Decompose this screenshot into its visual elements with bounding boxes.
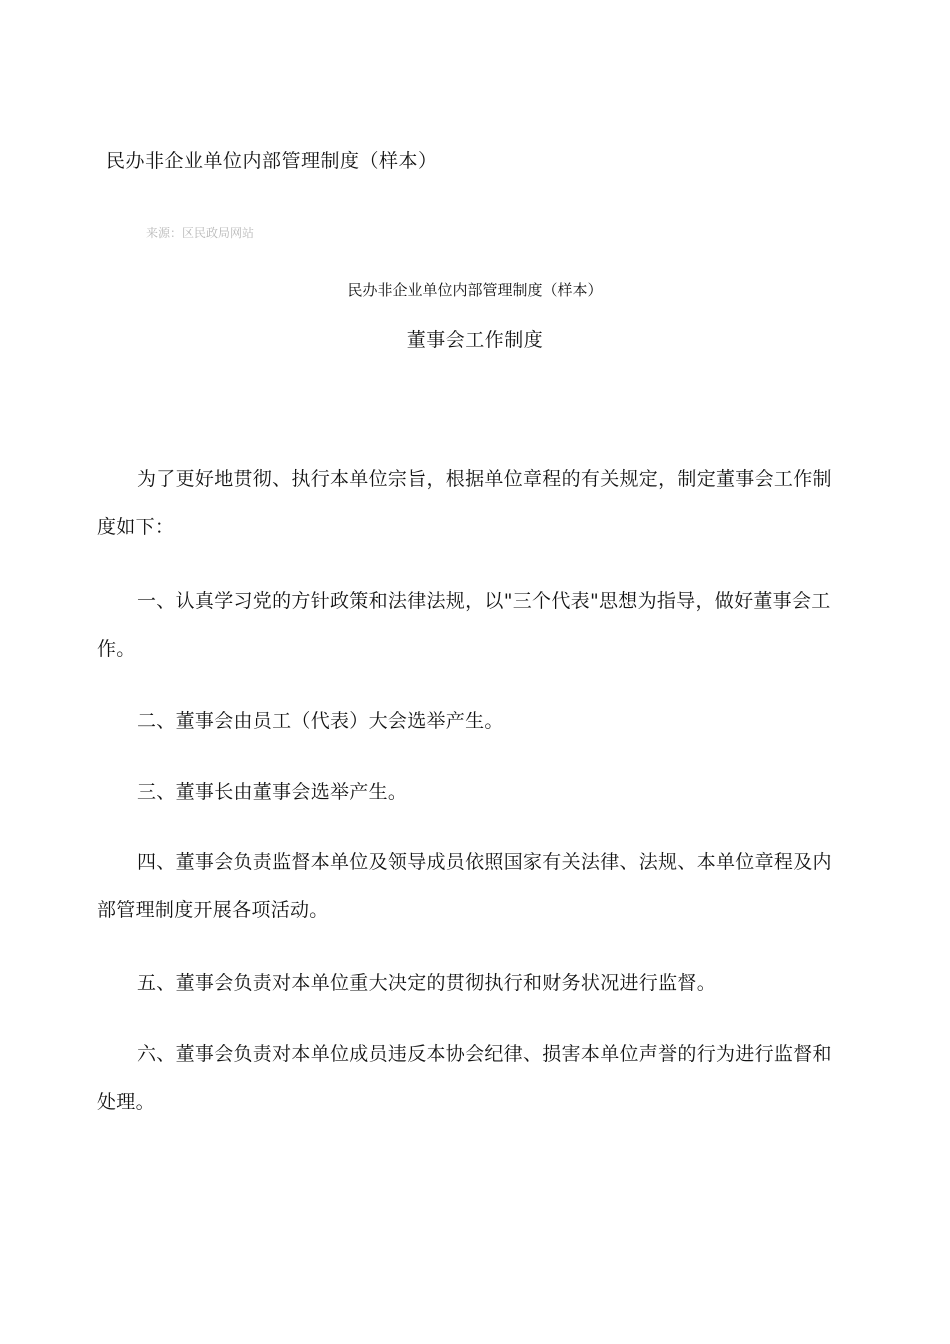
source-line: 来源：区民政局网站 (146, 226, 255, 240)
paragraph-item-2: 二、董事会由员工（代表）大会选举产生。 (137, 710, 504, 732)
paragraph-item-4: 四、董事会负责监督本单位及领导成员依照国家有关法律、法规、本单位章程及内部管理制度开展各项活动。 (97, 851, 832, 921)
paragraph-item-1: 一、认真学习党的方针政策和法律法规，以"三个代表"思想为指导，做好董事会工作。 (97, 590, 831, 660)
document-title: 民办非企业单位内部管理制度（样本） (106, 150, 438, 172)
document-subtitle: 民办非企业单位内部管理制度（样本） (347, 281, 603, 299)
paragraph-item-5: 五、董事会负责对本单位重大决定的贯彻执行和财务状况进行监督。 (137, 972, 717, 994)
paragraph-intro: 为了更好地贯彻、执行本单位宗旨，根据单位章程的有关规定，制定董事会工作制度如下： (97, 468, 832, 538)
section-title: 董事会工作制度 (406, 329, 544, 351)
paragraph-item-3: 三、董事长由董事会选举产生。 (137, 781, 408, 803)
paragraph-item-6: 六、董事会负责对本单位成员违反本协会纪律、损害本单位声誉的行为进行监督和处理。 (97, 1043, 832, 1113)
